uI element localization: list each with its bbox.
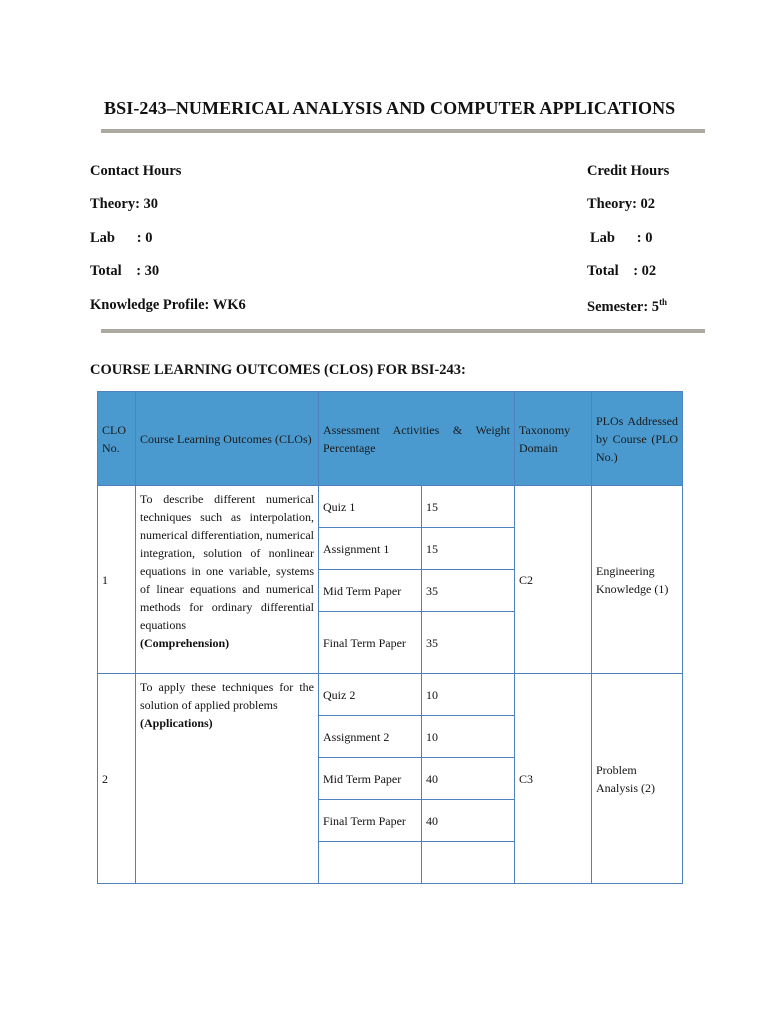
clo-number: 2 bbox=[98, 674, 136, 884]
contact-hours-heading: Contact Hours bbox=[90, 163, 182, 179]
activity-name: Assignment 1 bbox=[319, 528, 422, 570]
activity-name: Assignment 2 bbox=[319, 716, 422, 758]
clo-level: (Applications) bbox=[140, 716, 213, 730]
activity-weight-empty bbox=[422, 842, 515, 884]
activity-name-empty bbox=[319, 842, 422, 884]
clo-description-text: To describe different numerical techniques such as interpolation, numerical differentiation, numerical integration, solution of nonlinear equations in one variable, systems of linear equations and numerical methods for ordinary differential equations bbox=[140, 492, 314, 632]
header-clos: Course Learning Outcomes (CLOs) bbox=[136, 392, 319, 486]
semester-superscript: th bbox=[659, 297, 668, 307]
semester-label: Semester: 5 bbox=[587, 298, 660, 315]
activity-weight: 40 bbox=[422, 758, 515, 800]
credit-theory: Theory: 02 bbox=[587, 196, 656, 212]
credit-lab: Lab : 0 bbox=[590, 230, 653, 246]
activity-weight: 15 bbox=[422, 528, 515, 570]
activity-weight: 10 bbox=[422, 674, 515, 716]
activity-name: Quiz 2 bbox=[319, 674, 422, 716]
credit-total: Total : 02 bbox=[587, 263, 657, 279]
semester bbox=[587, 297, 667, 316]
contact-total: Total : 30 bbox=[90, 263, 160, 279]
taxonomy-domain: C3 bbox=[515, 674, 592, 884]
plo-addressed: Problem Analysis (2) bbox=[592, 674, 683, 884]
activity-name: Quiz 1 bbox=[319, 486, 422, 528]
contact-lab: Lab : 0 bbox=[90, 230, 153, 246]
knowledge-profile: Knowledge Profile: WK6 bbox=[90, 297, 246, 313]
contact-theory: Theory: 30 bbox=[90, 196, 159, 212]
clo-section-title: COURSE LEARNING OUTCOMES (CLOS) FOR BSI-243: bbox=[90, 362, 466, 378]
activity-weight: 10 bbox=[422, 716, 515, 758]
plo-addressed: Engineering Knowledge (1) bbox=[592, 486, 683, 674]
taxonomy-domain: C2 bbox=[515, 486, 592, 674]
header-assessment: Assessment Activities & Weight Percentage bbox=[319, 392, 515, 486]
clo-table bbox=[97, 391, 683, 884]
activity-name: Mid Term Paper bbox=[319, 758, 422, 800]
header-taxonomy: Taxonomy Domain bbox=[515, 392, 592, 486]
clo-description bbox=[136, 486, 319, 674]
activity-name: Mid Term Paper bbox=[319, 570, 422, 612]
clo-level: (Comprehension) bbox=[140, 636, 230, 650]
activity-weight: 40 bbox=[422, 800, 515, 842]
header-divider bbox=[101, 329, 705, 333]
activity-name: Final Term Paper bbox=[319, 800, 422, 842]
table-row bbox=[98, 674, 683, 716]
clo-description-text: To apply these techniques for the solution of applied problems bbox=[140, 680, 314, 712]
activity-weight: 35 bbox=[422, 612, 515, 674]
clo-number: 1 bbox=[98, 486, 136, 674]
table-row bbox=[98, 486, 683, 528]
activity-name: Final Term Paper bbox=[319, 612, 422, 674]
header-plos: PLOs Addressed by Course (PLO No.) bbox=[592, 392, 683, 486]
document-title: BSI-243–NUMERICAL ANALYSIS AND COMPUTER APPLICATIONS bbox=[104, 98, 676, 118]
title-divider bbox=[101, 129, 705, 133]
header-clo-no: CLO No. bbox=[98, 392, 136, 486]
credit-hours-heading: Credit Hours bbox=[587, 163, 670, 179]
activity-weight: 35 bbox=[422, 570, 515, 612]
activity-weight: 15 bbox=[422, 486, 515, 528]
table-header-row bbox=[98, 392, 683, 486]
clo-description bbox=[136, 674, 319, 884]
